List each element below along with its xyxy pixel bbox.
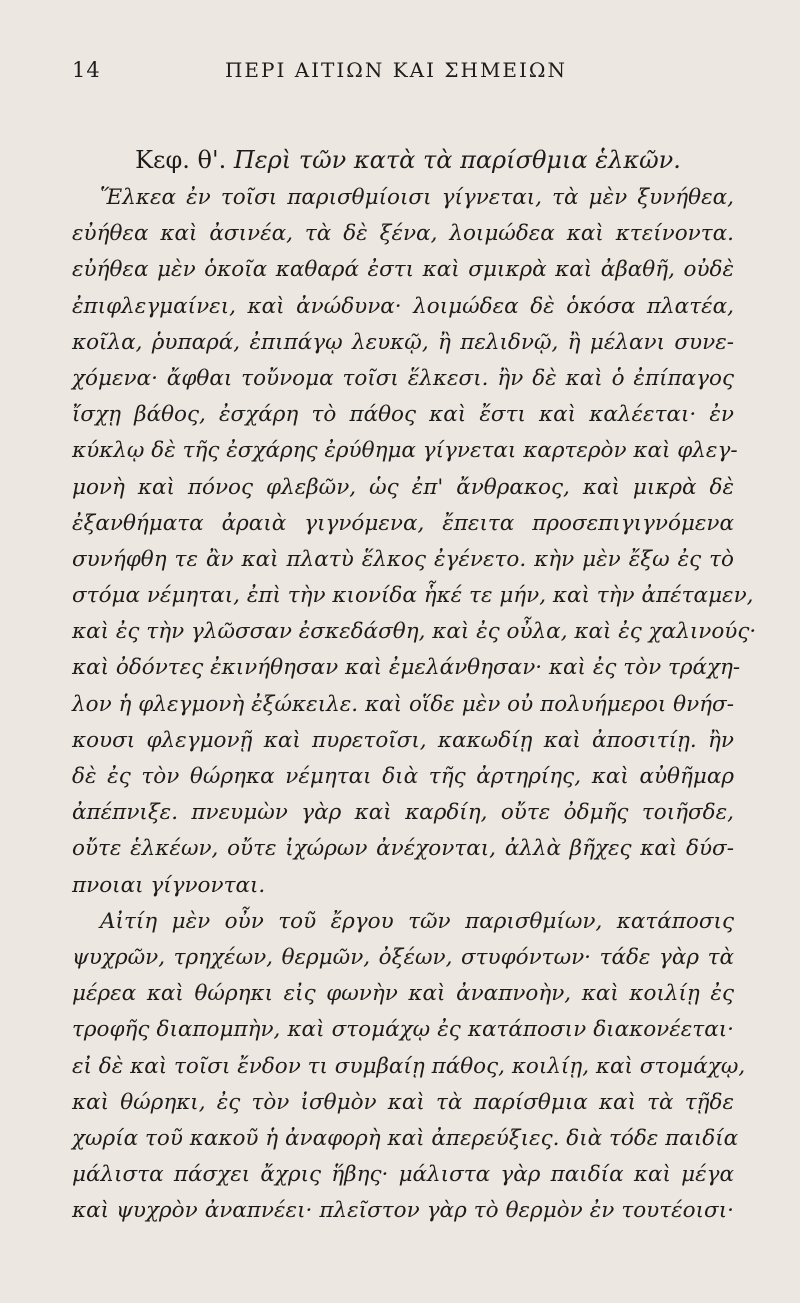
text-line: χόμενα· ἄφθαι τοὔνομα τοῖσι ἕλκεσι. ἢν δὲ καὶ ὁ ἐπίπαγος — [72, 365, 734, 391]
text-line: ἐπιφλεγμαίνει, καὶ ἀνώδυνα· λοιμώδεα δὲ ὁκόσα πλατέα, — [72, 293, 734, 319]
text-line: ἀπέπνιξε. πνευμὼν γὰρ καὶ καρδίη, οὔτε ὀδμῆς τοιῆσδε, — [72, 800, 734, 826]
text-line: οὔτε ἑλκέων, οὔτε ἰχώρων ἀνέχονται, ἀλλὰ βῆχες καὶ δύσ- — [72, 836, 734, 862]
text-line: τροφῆς διαπομπὴν, καὶ στομάχῳ ἐς κατάποσιν διακονέεται· — [72, 1017, 734, 1043]
text-line: κουσι φλεγμονῇ καὶ πυρετοῖσι, κακωδίῃ καὶ ἀποσιτίῃ. ἢν — [72, 727, 734, 753]
text-line: Ἕλκεα ἐν τοῖσι παρισθμίοισι γίγνεται, τὰ μὲν ξυνήθεα, — [100, 185, 734, 210]
text-line: καὶ ἐς τὴν γλῶσσαν ἐσκεδάσθη, καὶ ἐς οὖλα, καὶ ἐς χαλινούς· — [72, 619, 757, 645]
text-line: μάλιστα πάσχει ἄχρις ἥβης· μάλιστα γὰρ παιδία καὶ μέγα — [72, 1162, 734, 1188]
text-line: καὶ ὀδόντες ἐκινήθησαν καὶ ἐμελάνθησαν· καὶ ἐς τὸν τράχη- — [72, 655, 741, 681]
text-line: συνήφθη τε ἂν καὶ πλατὺ ἕλκος ἐγένετο. κὴν μὲν ἔξω ἐς τὸ — [72, 546, 734, 572]
chapter-body — [72, 180, 757, 1229]
text-line: εὐήθεα καὶ ἀσινέα, τὰ δὲ ξένα, λοιμώδεα καὶ κτείνοντα. — [72, 221, 734, 247]
chapter-heading — [88, 146, 728, 174]
text-line: χωρία τοῦ κακοῦ ἡ ἀναφορὴ καὶ ἀπερεύξιες. διὰ τόδε παιδία — [72, 1125, 739, 1151]
text-line: μέρεα καὶ θώρηκι εἰς φωνὴν καὶ ἀναπνοὴν, καὶ κοιλίῃ ἐς — [72, 981, 734, 1007]
chapter-title: Περὶ τῶν κατὰ τὰ παρίσθμια ἑλκῶν. — [233, 146, 681, 174]
running-head — [72, 58, 720, 88]
text-line: κοῖλα, ῥυπαρά, ἐπιπάγῳ λευκῷ, ἢ πελιδνῷ, ἢ μέλανι συνε- — [72, 329, 734, 355]
text-line: καὶ ψυχρὸν ἀναπνέει· πλεῖστον γὰρ τὸ θερμὸν ἐν τουτέοισι· — [72, 1198, 734, 1224]
text-line: λον ἡ φλεγμονὴ ἐξώκειλε. καὶ οἵδε μὲν οὐ πολυήμεροι θνήσ- — [72, 691, 734, 717]
text-line: Αἰτίη μὲν οὖν τοῦ ἔργου τῶν παρισθμίων, κατάποσις — [100, 908, 734, 934]
text-line: ψυχρῶν, τρηχέων, θερμῶν, ὀξέων, στυφόντων· τάδε γὰρ τὰ — [72, 944, 734, 970]
running-head-title: ΠΕΡΙ ΑΙΤΙΩΝ ΚΑΙ ΣΗΜΕΙΩΝ — [224, 58, 568, 82]
chapter-label: Κεφ. θ'. — [135, 146, 227, 174]
text-line: στόμα νέμηται, ἐπὶ τὴν κιονίδα ἧκέ τε μήν, καὶ τὴν ἀπέταμεν, — [72, 583, 754, 609]
text-line: δὲ ἐς τὸν θώρηκα νέμηται διὰ τῆς ἀρτηρίης, καὶ αὐθῆμαρ — [72, 764, 734, 789]
text-line: εἰ δὲ καὶ τοῖσι ἔνδον τι συμβαίῃ πάθος, κοιλίῃ, καὶ στομάχῳ, — [72, 1053, 746, 1079]
text-line: εὐήθεα μὲν ὁκοῖα καθαρά ἐστι καὶ σμικρὰ καὶ ἀβαθῆ, οὐδὲ — [72, 257, 734, 283]
text-line: ἴσχῃ βάθος, ἐσχάρη τὸ πάθος καὶ ἔστι καὶ καλέεται· ἐν — [72, 402, 734, 428]
text-line: πνοιαι γίγνονται. — [72, 872, 266, 898]
text-line: κύκλῳ δὲ τῆς ἐσχάρης ἐρύθημα γίγνεται καρτερὸν καὶ φλεγ- — [72, 438, 738, 464]
text-line: καὶ θώρηκι, ἐς τὸν ἰσθμὸν καὶ τὰ παρίσθμια καὶ τὰ τῇδε — [72, 1089, 734, 1115]
text-line: μονὴ καὶ πόνος φλεβῶν, ὡς ἐπ' ἄνθρακος, καὶ μικρὰ δὲ — [72, 474, 734, 500]
text-line: ἐξανθήματα ἀραιὰ γιγνόμενα, ἔπειτα προσεπιγιγνόμενα — [72, 510, 734, 536]
page-number: 14 — [72, 58, 101, 82]
